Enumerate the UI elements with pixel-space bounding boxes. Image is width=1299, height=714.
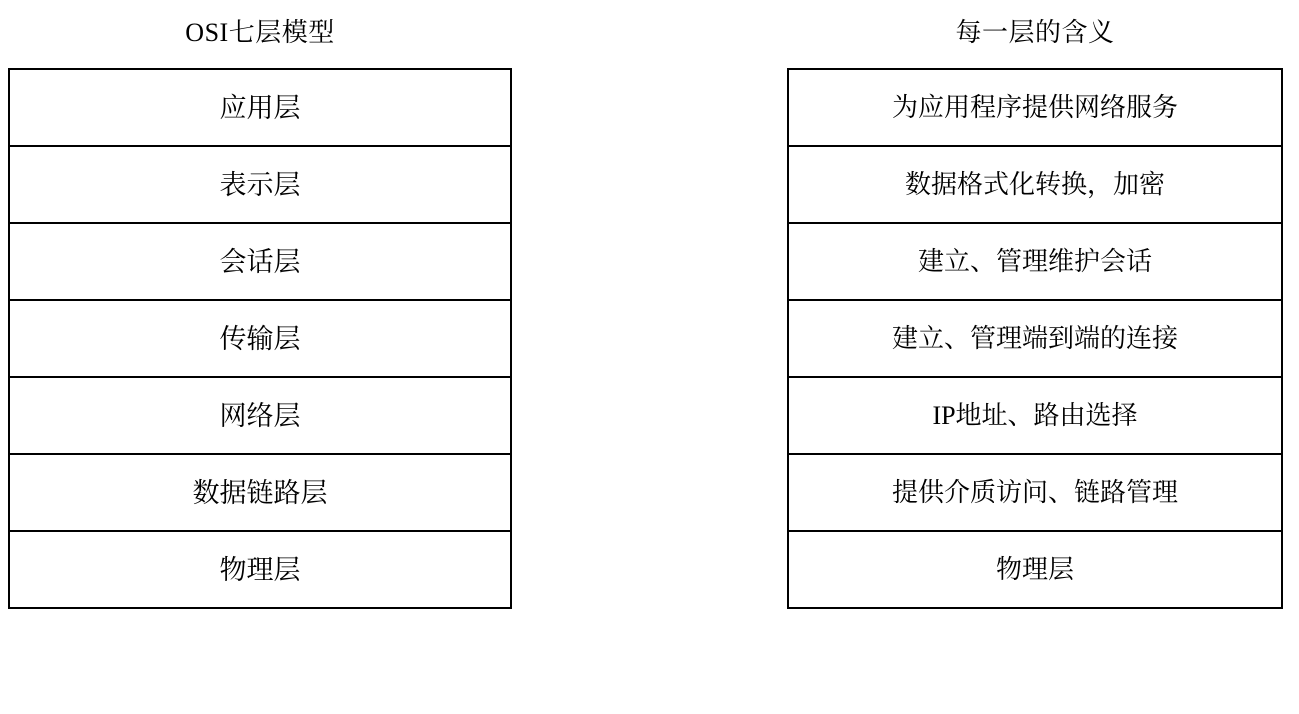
osi-layers-title: OSI七层模型 <box>185 18 335 47</box>
table-row <box>788 454 1282 531</box>
table-row <box>788 300 1282 377</box>
table-row <box>788 146 1282 223</box>
osi-layer-cell-5: 网络层 <box>9 377 511 454</box>
table-row <box>9 146 511 223</box>
layer-meaning-cell-4: 建立、管理端到端的连接 <box>788 300 1282 377</box>
table-row <box>9 300 511 377</box>
table-row <box>9 531 511 608</box>
osi-layer-cell-7: 物理层 <box>9 531 511 608</box>
table-row <box>788 377 1282 454</box>
layer-meaning-table <box>787 68 1283 609</box>
layer-meaning-cell-1: 为应用程序提供网络服务 <box>891 92 1178 122</box>
osi-layers-table <box>8 68 512 609</box>
table-row <box>9 454 511 531</box>
table-row <box>9 69 511 146</box>
table-row <box>9 377 511 454</box>
layer-meaning-cell-2: 数据格式化转换，加密 <box>788 146 1282 223</box>
table-row <box>788 531 1282 608</box>
table-row <box>9 223 511 300</box>
osi-layer-cell-6: 数据链路层 <box>9 454 511 531</box>
layer-meaning-title: 每一层的含义 <box>955 18 1115 47</box>
table-row <box>788 69 1282 146</box>
osi-layers-column <box>8 0 512 609</box>
layer-meaning-cell-6: 提供介质访问、链路管理 <box>788 454 1282 531</box>
layer-meaning-cell-3: 建立、管理维护会话 <box>788 223 1282 300</box>
osi-layer-cell-3: 会话层 <box>9 223 511 300</box>
osi-layer-cell-1: 应用层 <box>219 92 301 123</box>
layer-meaning-cell-5: IP地址、路由选择 <box>788 377 1282 454</box>
layer-meaning-cell-7: 物理层 <box>788 531 1282 608</box>
table-row <box>788 223 1282 300</box>
layer-meaning-column <box>787 0 1283 609</box>
osi-layer-cell-4: 传输层 <box>9 300 511 377</box>
osi-layer-cell-2: 表示层 <box>9 146 511 223</box>
